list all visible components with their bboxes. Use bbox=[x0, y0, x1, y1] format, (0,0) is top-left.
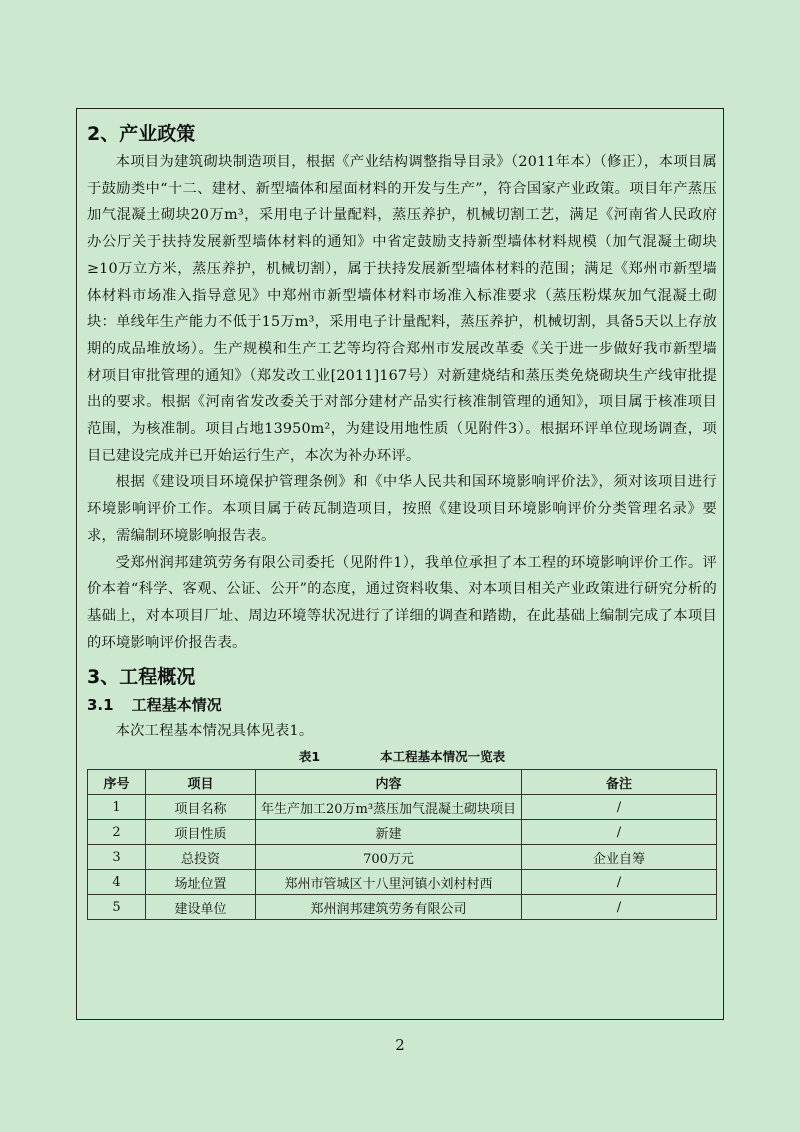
table-caption-number: 表1 bbox=[298, 749, 321, 765]
subsection-title-text: 工程基本情况 bbox=[131, 696, 222, 715]
cell-remark: 企业自筹 bbox=[522, 845, 717, 870]
header-content: 内容 bbox=[256, 770, 522, 795]
cell-no: 4 bbox=[88, 870, 146, 895]
cell-remark: / bbox=[522, 795, 717, 820]
table-row bbox=[88, 795, 717, 820]
document-body bbox=[87, 119, 717, 920]
table-row bbox=[88, 895, 717, 920]
cell-content: 新建 bbox=[256, 820, 522, 845]
subsection-number: 3.1 bbox=[87, 696, 114, 715]
section-3-intro: 本次工程基本情况具体见表1。 bbox=[115, 723, 314, 740]
section-2-paragraph-1: 本项目为建筑砌块制造项目，根据《产业结构调整指导目录》（2011年本）（修正），本项目属于鼓励类中“十二、建材、新型墙体和屋面材料的开发与生产”，符合国家产业政策。项目年产蒸压加气混凝土砌块20万m³，采用电子计量配料，蒸压养护，机械切割工艺，满足《河南省人民政府办公厅关于扶持发展新型墙体材料的通知》中省定鼓励支持新型墙体材料规模（加气混凝土砌块≥10万立方米，蒸压养护，机械切割），属于扶持发展新型墙体材料的范围；满足《郑州市新型墙体材料市场准入指导意见》中郑州市新型墙体材料市场准入标准要求（蒸压粉煤灰加气混凝土砌块：单线年生产能力不低于15万m³，采用电子计量配料，蒸压养护，机械切割，具备5天以上存放期的成品堆放场）。生产规模和生产工艺等均符合郑州市发展改革委《关于进一步做好我市新型墙材项目审批管理的通知》（郑发改工业[2011]167号）对新建烧结和蒸压类免烧砌块生产线审批提出的要求。根据《河南省发改委关于对部分建材产品实行核准制管理的通知》，项目属于核准项目范围，为核准制。项目占地13950m²，为建设用地性质（见附件3）。根据环评单位现场调查，项目已建设完成并已开始运行生产，本次为补办环评。 bbox=[87, 154, 717, 464]
cell-item: 场址位置 bbox=[146, 870, 256, 895]
cell-item: 总投资 bbox=[146, 845, 256, 870]
cell-item: 建设单位 bbox=[146, 895, 256, 920]
cell-no: 1 bbox=[88, 795, 146, 820]
table-header-row bbox=[88, 770, 717, 795]
cell-content: 700万元 bbox=[256, 845, 522, 870]
cell-item: 项目名称 bbox=[146, 795, 256, 820]
header-remark: 备注 bbox=[522, 770, 717, 795]
section-3-title: 3、工程概况 bbox=[87, 666, 196, 689]
cell-no: 5 bbox=[88, 895, 146, 920]
cell-no: 3 bbox=[88, 845, 146, 870]
cell-remark: / bbox=[522, 870, 717, 895]
section-2-paragraph-2: 根据《建设项目环境保护管理条例》和《中华人民共和国环境影响评价法》，须对该项目进行环境影响评价工作。本项目属于砖瓦制造项目，按照《建设项目环境影响评价分类管理名录》要求，需编制环境影响报告表。 bbox=[87, 474, 717, 544]
subsection-3-1-title bbox=[87, 692, 717, 718]
cell-item: 项目性质 bbox=[146, 820, 256, 845]
header-item: 项目 bbox=[146, 770, 256, 795]
cell-remark: / bbox=[522, 895, 717, 920]
table-row bbox=[88, 820, 717, 845]
cell-content: 年生产加工20万m³蒸压加气混凝土砌块项目 bbox=[256, 795, 522, 820]
header-no: 序号 bbox=[88, 770, 146, 795]
section-2-paragraph-3: 受郑州润邦建筑劳务有限公司委托（见附件1），我单位承担了本工程的环境影响评价工作。评价本着“科学、客观、公证、公开”的态度，通过资料收集、对本项目相关产业政策进行研究分析的基础上，对本项目厂址、周边环境等状况进行了详细的调查和踏勘，在此基础上编制完成了本项目的环境影响评价报告表。 bbox=[87, 554, 717, 651]
page-number: 2 bbox=[395, 1036, 405, 1054]
table-row bbox=[88, 870, 717, 895]
cell-remark: / bbox=[522, 820, 717, 845]
project-info-table bbox=[87, 769, 717, 920]
cell-no: 2 bbox=[88, 820, 146, 845]
cell-content: 郑州市管城区十八里河镇小刘村村西 bbox=[256, 870, 522, 895]
cell-content: 郑州润邦建筑劳务有限公司 bbox=[256, 895, 522, 920]
content-frame bbox=[76, 108, 724, 1020]
table-row bbox=[88, 845, 717, 870]
table-1-caption bbox=[87, 747, 717, 767]
section-2-title: 2、产业政策 bbox=[87, 123, 196, 145]
table-caption-title: 本工程基本情况一览表 bbox=[380, 749, 506, 765]
